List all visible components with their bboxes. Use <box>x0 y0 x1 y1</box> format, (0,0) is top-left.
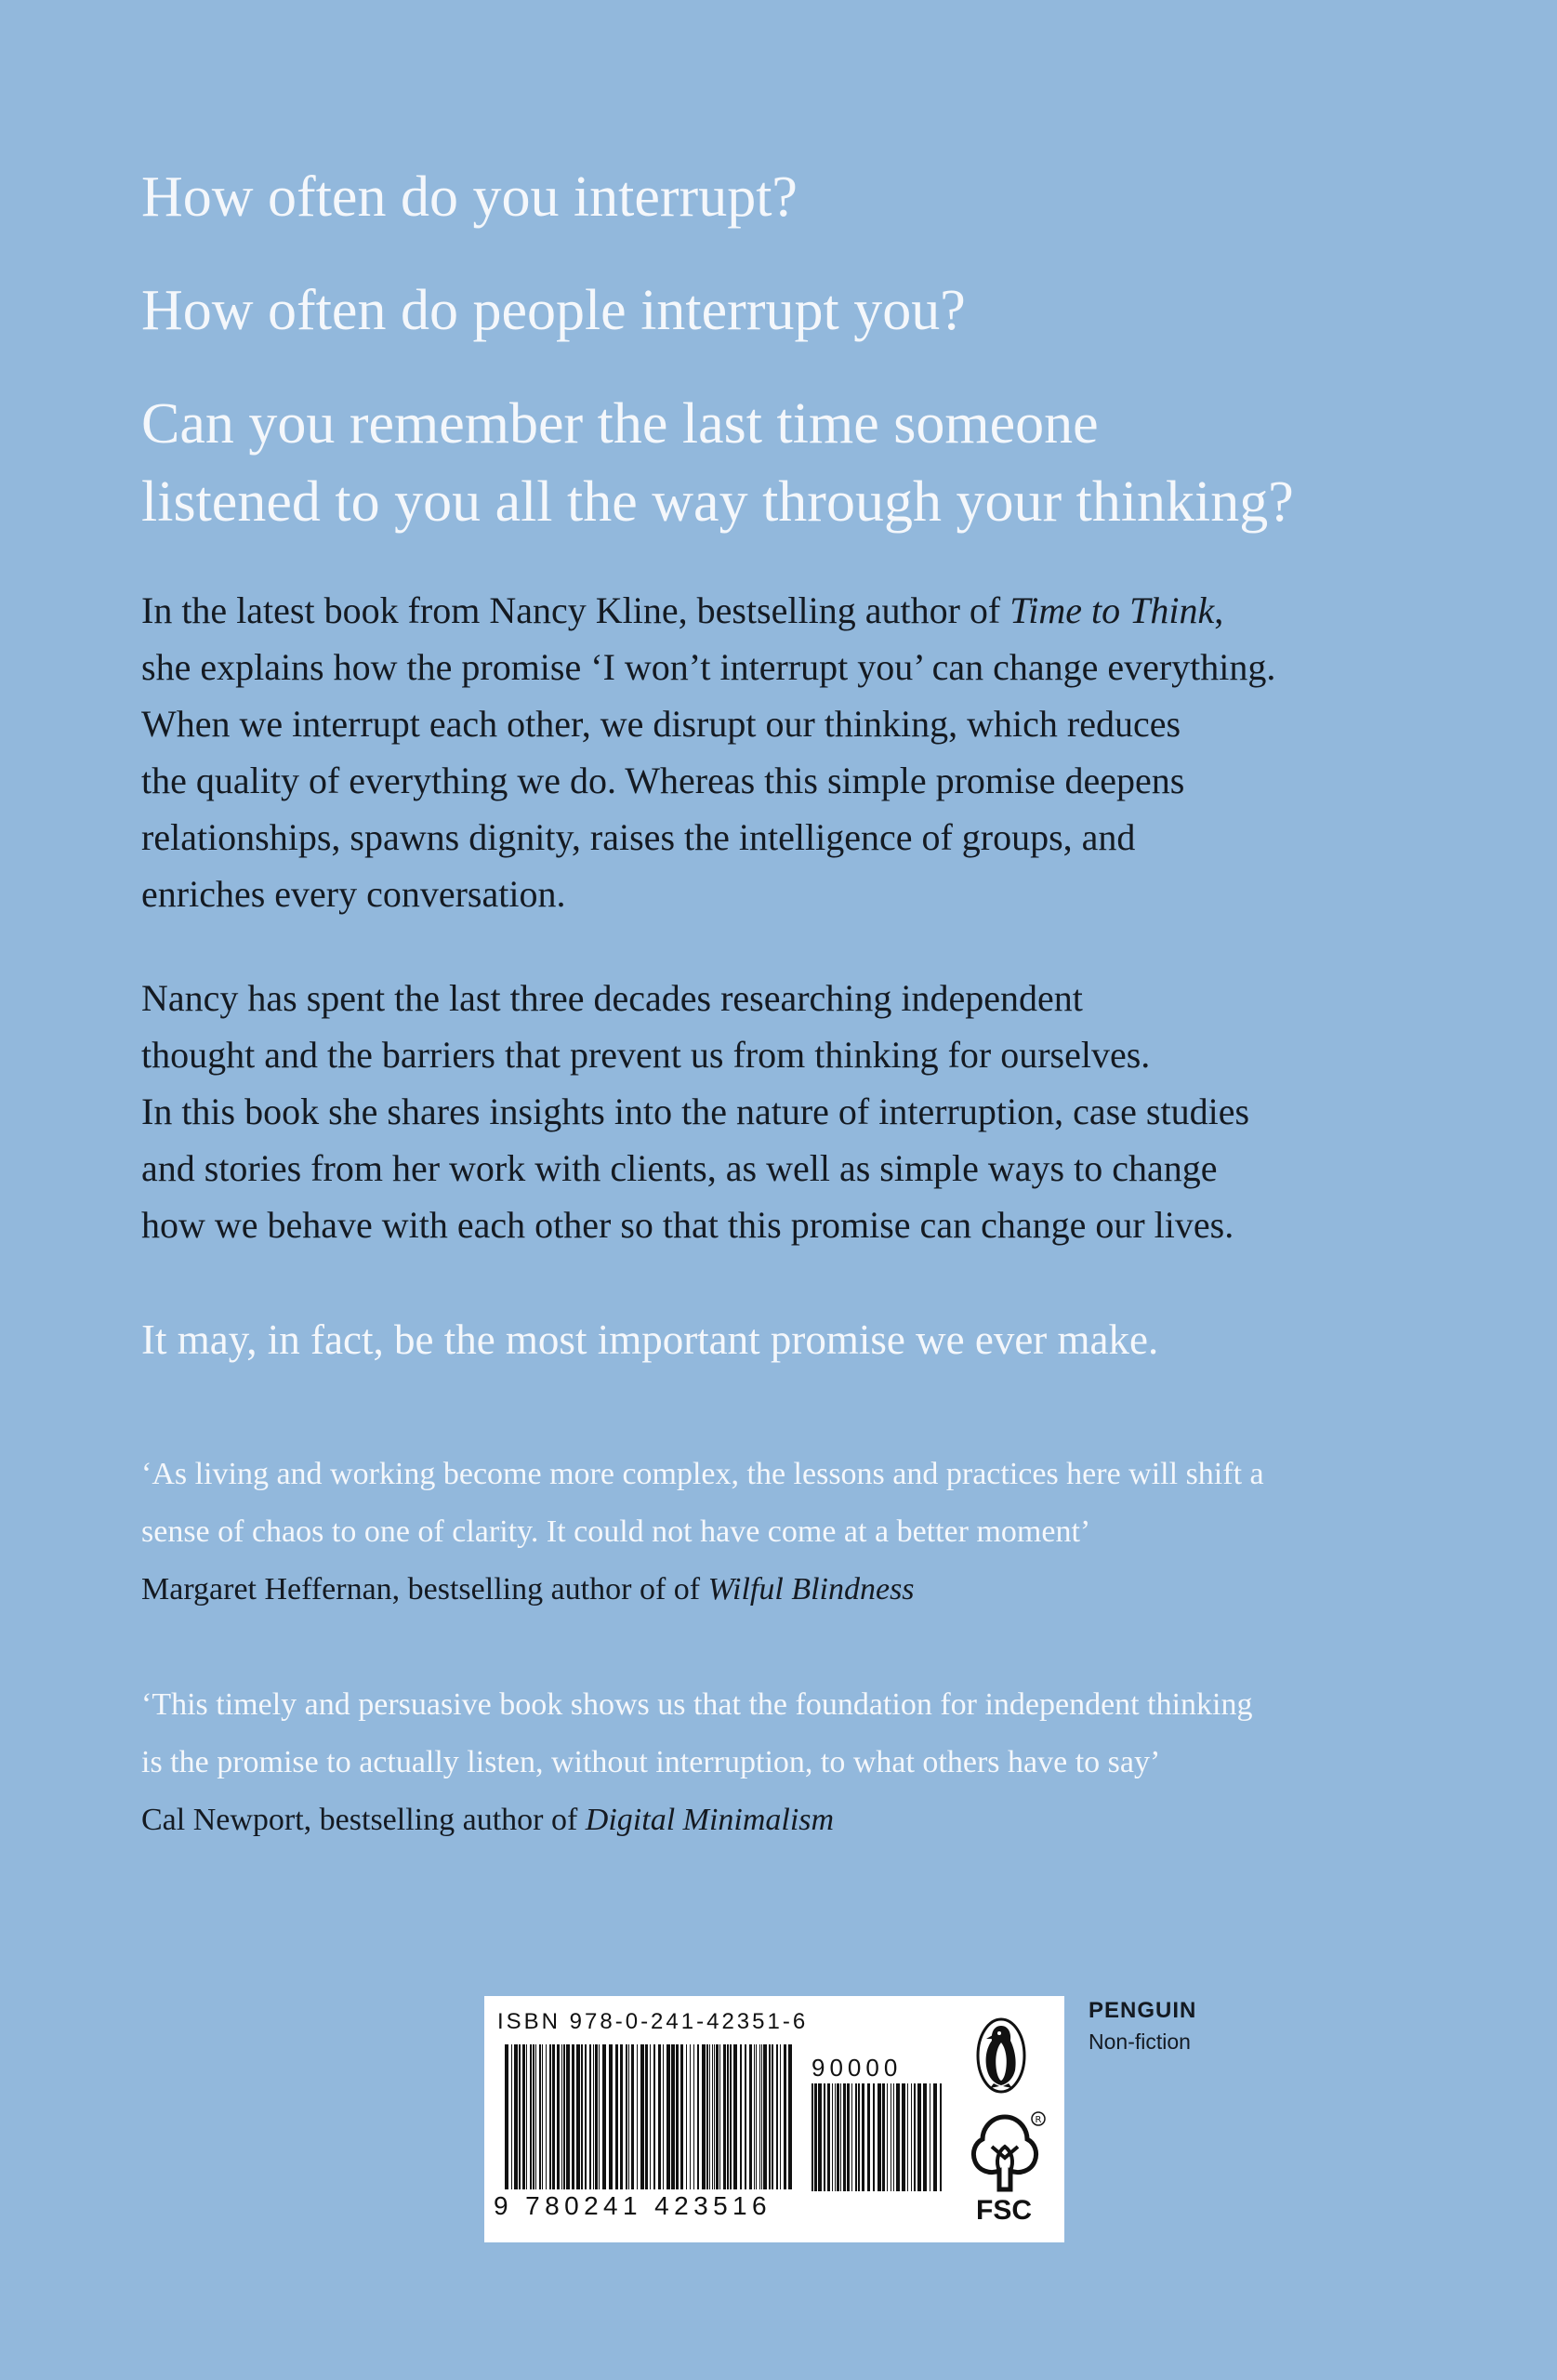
barcode-bar <box>637 2044 638 2189</box>
publisher-name: PENGUIN <box>1089 1998 1197 2023</box>
barcode-bar <box>832 2083 833 2191</box>
barcode-bar <box>776 2044 778 2189</box>
closing-statement: It may, in fact, be the most important promise we ever make. <box>141 1316 1159 1363</box>
barcode-bar <box>917 2083 921 2191</box>
fsc-logo-icon <box>958 2109 1051 2198</box>
barcode-bar <box>566 2044 570 2189</box>
barcode-bar <box>730 2044 732 2189</box>
barcode-bar <box>824 2083 825 2191</box>
barcode-bar <box>706 2044 708 2189</box>
barcode-bar <box>557 2044 560 2189</box>
barcode-bar <box>626 2044 627 2189</box>
blurb-line: the quality of everything we do. Whereas this simple promise deepens <box>141 760 1185 801</box>
barcode-bar <box>851 2083 852 2191</box>
barcode-bar <box>862 2083 864 2191</box>
book-title-wilful-blindness: Wilful Blindness <box>707 1572 915 1606</box>
barcode-bar <box>749 2044 752 2189</box>
barcode-bar <box>818 2083 822 2191</box>
barcode-bar <box>837 2083 839 2191</box>
barcode-bar <box>589 2044 591 2189</box>
barcode-bar <box>563 2044 565 2189</box>
barcode-bar <box>855 2083 857 2191</box>
barcode-bar <box>788 2044 792 2189</box>
barcode-bar <box>599 2044 600 2189</box>
barcode-bar <box>733 2044 737 2189</box>
barcode-bar <box>686 2044 687 2189</box>
barcode-bar <box>896 2083 900 2191</box>
barcode-bar <box>602 2044 606 2189</box>
barcode-bar <box>723 2044 726 2189</box>
barcode-bar <box>759 2044 760 2189</box>
barcode-bar <box>552 2044 555 2189</box>
barcode-bar <box>666 2044 670 2189</box>
barcode-bar <box>902 2083 905 2191</box>
barcode-bar <box>511 2044 512 2189</box>
barcode-bar <box>716 2044 719 2189</box>
price-addon-barcode <box>811 2083 942 2193</box>
question-1: How often do you interrupt? <box>141 165 798 229</box>
quote-line: ‘As living and working become more complex, the lessons and practices here will shift a <box>141 1457 1264 1491</box>
barcode-bar <box>609 2044 613 2189</box>
barcode-bar <box>533 2044 534 2189</box>
question-3-line-1: Can you remember the last time someone <box>141 392 1099 456</box>
barcode-bar <box>887 2083 888 2191</box>
barcode-bar <box>763 2044 767 2189</box>
barcode-bar <box>867 2083 870 2191</box>
question-3-line-2: listened to you all the way through your thinking? <box>141 470 1294 534</box>
barcode-bar <box>811 2083 813 2191</box>
book-title-digital-minimalism: Digital Minimalism <box>585 1803 835 1837</box>
barcode-bar <box>549 2044 551 2189</box>
barcode-bar <box>697 2044 699 2189</box>
barcode-bar <box>847 2083 850 2191</box>
barcode-bar <box>526 2044 527 2189</box>
barcode-bar <box>858 2083 860 2191</box>
blurb-paragraph-1 <box>141 582 1275 922</box>
barcode-bar <box>690 2044 691 2189</box>
barcode-bar <box>546 2044 547 2189</box>
barcode-bar <box>911 2083 912 2191</box>
blurb-line: how we behave with each other so that this promise can change our lives. <box>141 1204 1234 1246</box>
barcode-bar <box>519 2044 521 2189</box>
barcode-bar <box>663 2044 664 2189</box>
barcode-bar <box>631 2044 634 2189</box>
barcode-bar <box>522 2044 525 2189</box>
barcode-digits: 9 780241 423516 <box>494 2191 772 2220</box>
attribution-text: Cal Newport, bestselling author of <box>141 1803 586 1837</box>
barcode-bar <box>585 2044 587 2189</box>
barcode-bar <box>873 2083 875 2191</box>
barcode-bar <box>772 2044 773 2189</box>
barcode-bar <box>843 2083 846 2191</box>
question-2: How often do people interrupt you? <box>141 279 966 342</box>
barcode-bar <box>740 2044 742 2189</box>
barcode-bar <box>572 2044 574 2189</box>
quote-attribution <box>141 1561 1264 1619</box>
svg-text:R: R <box>1035 2115 1042 2125</box>
review-quote-2 <box>141 1676 1252 1849</box>
price-code: 90000 <box>811 2054 903 2082</box>
barcode-bar <box>709 2044 710 2189</box>
publisher-block <box>1089 1996 1196 2057</box>
quote-line: ‘This timely and persuasive book shows us that the foundation for independent thinking <box>141 1687 1253 1722</box>
barcode-bar <box>727 2044 729 2189</box>
quote-attribution <box>141 1792 1252 1849</box>
barcode-bar <box>835 2083 836 2191</box>
barcode-bar <box>539 2044 541 2189</box>
barcode-bar <box>658 2044 661 2189</box>
barcode-bar <box>914 2083 916 2191</box>
quote-line: is the promise to actually listen, without interruption, to what others have to say’ <box>141 1745 1161 1779</box>
barcode-bar <box>769 2044 771 2189</box>
quote-line: sense of chaos to one of clarity. It could not have come at a better moment’ <box>141 1514 1091 1549</box>
blurb-text: In the latest book from Nancy Kline, bestselling author of <box>141 589 1010 631</box>
book-title-time-to-think: Time to Think <box>1009 589 1215 631</box>
blurb-line <box>141 582 1275 639</box>
barcode-bar <box>542 2044 543 2189</box>
isbn-barcode <box>505 2044 793 2193</box>
fsc-label: FSC <box>976 2195 1032 2226</box>
question-3 <box>141 385 1294 541</box>
barcode-bar <box>680 2044 683 2189</box>
barcode-bar <box>514 2044 518 2189</box>
blurb-line: and stories from her work with clients, as well as simple ways to change <box>141 1147 1218 1189</box>
barcode-bar <box>615 2044 618 2189</box>
barcode-bar <box>640 2044 644 2189</box>
blurb-line: relationships, spawns dignity, raises the intelligence of groups, and <box>141 816 1136 858</box>
barcode-bar <box>780 2044 781 2189</box>
barcode-bar <box>754 2044 755 2189</box>
barcode-bar <box>719 2044 720 2189</box>
barcode-bar <box>784 2044 786 2189</box>
barcode-bar <box>907 2083 908 2191</box>
penguin-logo-icon <box>975 2016 1027 2095</box>
blurb-line: enriches every conversation. <box>141 873 566 915</box>
barcode-bar <box>877 2083 881 2191</box>
barcode-bar <box>940 2083 942 2191</box>
barcode-bar <box>702 2044 706 2189</box>
barcode-bar <box>840 2083 841 2191</box>
blurb-text: , <box>1214 589 1224 631</box>
barcode-bar <box>628 2044 629 2189</box>
barcode-bar <box>593 2044 594 2189</box>
barcode-bar <box>814 2083 817 2191</box>
barcode-bar <box>576 2044 580 2189</box>
barcode-bar <box>561 2044 562 2189</box>
barcode-bar <box>530 2044 532 2189</box>
barcode-bar <box>827 2083 830 2191</box>
barcode-bar <box>933 2083 937 2191</box>
barcode-bar <box>535 2044 536 2189</box>
barcode-bar <box>923 2083 927 2191</box>
barcode-bar <box>595 2044 598 2189</box>
barcode-bar <box>693 2044 694 2189</box>
blurb-line: When we interrupt each other, we disrupt our thinking, which reduces <box>141 703 1181 745</box>
barcode-bar <box>620 2044 623 2189</box>
barcode-bar <box>745 2044 746 2189</box>
barcode-bar <box>676 2044 679 2189</box>
barcode-panel <box>484 1996 1064 2242</box>
isbn-label: ISBN 978-0-241-42351-6 <box>497 2009 809 2034</box>
barcode-bar <box>893 2083 894 2191</box>
attribution-text: Margaret Heffernan, bestselling author of of <box>141 1572 708 1606</box>
publisher-category: Non-fiction <box>1089 2030 1191 2054</box>
review-quote-1 <box>141 1446 1264 1619</box>
blurb-line: Nancy has spent the last three decades researching independent <box>141 977 1083 1019</box>
barcode-bar <box>882 2083 885 2191</box>
barcode-bar <box>756 2044 757 2189</box>
barcode-bar <box>653 2044 655 2189</box>
barcode-bar <box>671 2044 675 2189</box>
barcode-bar <box>581 2044 583 2189</box>
barcode-bar <box>712 2044 713 2189</box>
barcode-bar <box>714 2044 715 2189</box>
barcode-bar <box>505 2044 508 2189</box>
blurb-line: In this book she shares insights into the nature of interruption, case studies <box>141 1091 1250 1132</box>
blurb-paragraph-2 <box>141 970 1249 1253</box>
barcode-bar <box>761 2044 762 2189</box>
barcode-bar <box>645 2044 648 2189</box>
barcode-bar <box>650 2044 651 2189</box>
blurb-line: thought and the barriers that prevent us from thinking for ourselves. <box>141 1034 1151 1076</box>
blurb-line: she explains how the promise ‘I won’t interrupt you’ can change everything. <box>141 646 1276 688</box>
